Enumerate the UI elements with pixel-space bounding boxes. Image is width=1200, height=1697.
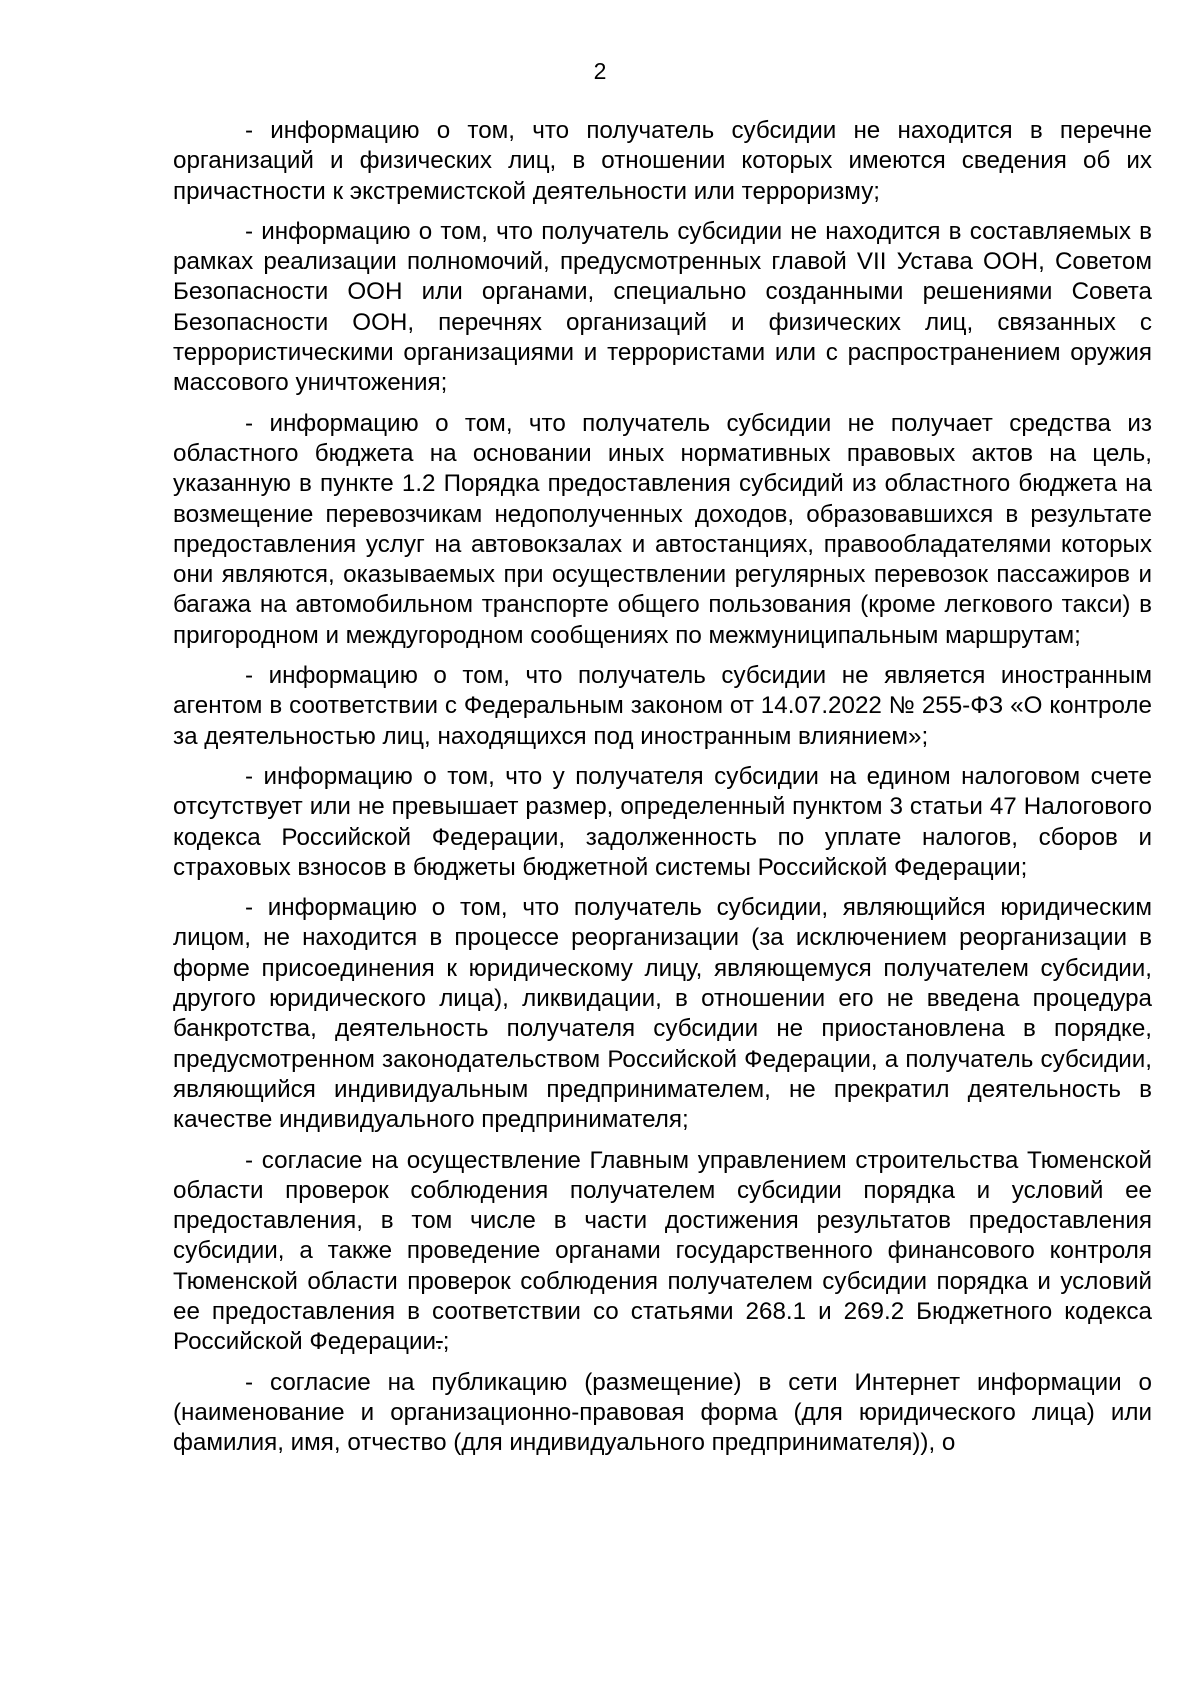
paragraph-un-security-council-list: - информацию о том, что получатель субсидии не находится в составляемых в рамках реализации полномочий, предусмотренных главой VII Устава ООН, Советом Безопасности ООН или органами, специально созданными решениями Совета Безопасности ООН, перечнях организаций и физических лиц, связанных с террористическими организациями и террористами или с распространением оружия массового уничтожения; [173,217,1152,397]
paragraph-consent-to-inspections-text: - согласие на осуществление Главным управлением строительства Тюменской области проверок соблюдения получателем субсидии порядка и условий ее предоставления, в том числе в части достижения результатов предоставления субсидии, а также проведение органами государственного финансового контроля Тюменской области проверок соблюдения получателем субсидии порядка и условий ее предоставления в соответствии со статьями 268.1 и 269.2 Бюджетного кодекса Российской Федерации [173,1146,1152,1356]
document-body [173,116,1152,1468]
paragraph-consent-to-inspections-end: ; [442,1328,450,1356]
paragraph-tax-debt: - информацию о том, что у получателя субсидии на едином налоговом счете отсутствует или не превышает размер, определенный пунктом 3 статьи 47 Налогового кодекса Российской Федерации, задолженность по уплате налогов, сборов и страховых взносов в бюджеты бюджетной системы Российской Федерации; [173,762,1152,881]
paragraph-not-foreign-agent: - информацию о том, что получатель субсидии не является иностранным агентом в соответствии с Федеральным законом от 14.07.2022 № 255-ФЗ «О контроле за деятельностью лиц, находящихся под иностранным влиянием»; [173,662,1152,750]
struck-punctuation: . [436,1328,443,1356]
paragraph-consent-to-inspections [173,1146,1152,1358]
paragraph-consent-to-publication: - согласие на публикацию (размещение) в сети Интернет информации о (наименование и организационно-правовая форма (для юридического лица) или фамилия, имя, отчество (для индивидуального предпринимателя)), о [173,1368,1152,1457]
paragraph-no-other-budget-funds: - информацию о том, что получатель субсидии не получает средства из областного бюджета на основании иных нормативных правовых актов на цель, указанную в пункте 1.2 Порядка предоставления субсидий из областного бюджета на возмещение перевозчикам недополученных доходов, образовавшихся в результате предоставления услуг на автовокзалах и автостанциях, правообладателями которых они являются, оказываемых при осуществлении регулярных перевозок пассажиров и багажа на автомобильном транспорте общего пользования (кроме легкового такси) в пригородном и междугородном сообщениях по межмуниципальным маршрутам; [173,409,1152,649]
page-number: 2 [593,58,607,84]
paragraph-extremism-list: - информацию о том, что получатель субсидии не находится в перечне организаций и физических лиц, в отношении которых имеются сведения об их причастности к экстремистской деятельности или терроризму; [173,117,1152,205]
paragraph-no-reorganization: - информацию о том, что получатель субсидии, являющийся юридическим лицом, не находится в процессе реорганизации (за исключением реорганизации в форме присоединения к юридическому лицу, являющемуся получателем субсидии, другого юридического лица), ликвидации, в отношении его не введена процедура банкротства, деятельность получателя субсидии не приостановлена в порядке, предусмотренном законодательством Российской Федерации, а получатель субсидии, являющийся индивидуальным предпринимателем, не прекратил деятельность в качестве индивидуального предпринимателя; [173,894,1152,1134]
